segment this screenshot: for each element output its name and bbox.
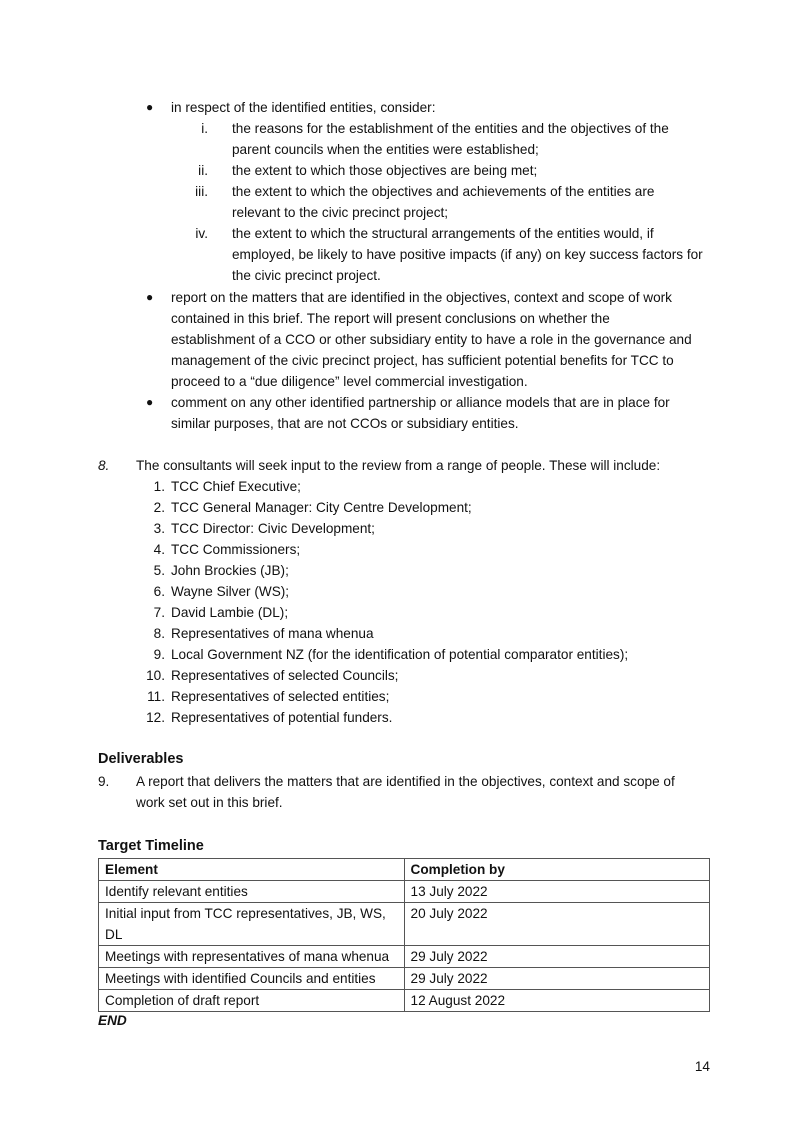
table-cell: Meetings with representatives of mana whenua: [99, 946, 405, 968]
bullet-text: in respect of the identified entities, consider:: [171, 100, 436, 115]
bullet-text: comment on any other identified partnership or alliance models that are in place for: [171, 395, 670, 410]
list-marker: 11.: [147, 689, 165, 704]
bullet-text: management of the civic precinct project, has sufficient potential benefits for TCC to: [171, 353, 674, 368]
deliverables-heading: Deliverables: [98, 751, 184, 767]
list-marker: 1.: [153, 479, 165, 494]
bullet-icon: ●: [146, 395, 154, 409]
table-row: [99, 903, 710, 946]
roman-marker: iii.: [195, 184, 208, 199]
paragraph-number: 9.: [98, 774, 110, 789]
list-item: Representatives of potential funders.: [171, 710, 393, 725]
list-marker: 8.: [153, 626, 165, 641]
bullet-text: proceed to a “due diligence” level commercial investigation.: [171, 374, 528, 389]
list-marker: 7.: [153, 605, 165, 620]
bullet-text: report on the matters that are identified in the objectives, context and scope of work: [171, 290, 672, 305]
column-header: Element: [99, 859, 405, 881]
table-row: [99, 881, 710, 903]
list-item: David Lambie (DL);: [171, 605, 289, 620]
table-row: [99, 968, 710, 990]
paragraph-number: 8.: [98, 458, 110, 473]
roman-item-text: parent councils when the entities were established;: [232, 142, 539, 157]
table-cell: Initial input from TCC representatives, JB, WS, DL: [99, 903, 405, 946]
roman-marker: i.: [201, 121, 208, 136]
list-item: TCC General Manager: City Centre Development;: [171, 500, 472, 515]
table-row: [99, 990, 710, 1012]
roman-marker: iv.: [195, 226, 208, 241]
list-item: Representatives of mana whenua: [171, 626, 374, 641]
bullet-icon: ●: [146, 290, 154, 304]
roman-item-text: the civic precinct project.: [232, 268, 381, 283]
list-item: TCC Director: Civic Development;: [171, 521, 375, 536]
roman-item-text: relevant to the civic precinct project;: [232, 205, 449, 220]
list-marker: 4.: [153, 542, 165, 557]
end-marker: END: [98, 1013, 127, 1028]
table-cell: 20 July 2022: [404, 903, 709, 946]
timeline-table: [98, 858, 710, 1012]
roman-item-text: the reasons for the establishment of the entities and the objectives of the: [232, 121, 669, 136]
list-marker: 3.: [153, 521, 165, 536]
table-cell: 29 July 2022: [404, 968, 709, 990]
table-row: [99, 946, 710, 968]
list-item: Local Government NZ (for the identification of potential comparator entities);: [171, 647, 629, 662]
bullet-text: similar purposes, that are not CCOs or subsidiary entities.: [171, 416, 519, 431]
list-item: TCC Commissioners;: [171, 542, 301, 557]
table-cell: 29 July 2022: [404, 946, 709, 968]
table-cell: 13 July 2022: [404, 881, 709, 903]
list-marker: 9.: [153, 647, 165, 662]
list-marker: 5.: [153, 563, 165, 578]
list-marker: 2.: [153, 500, 165, 515]
list-item: Representatives of selected Councils;: [171, 668, 399, 683]
roman-marker: ii.: [198, 163, 208, 178]
roman-item-text: the extent to which those objectives are being met;: [232, 163, 538, 178]
list-item: TCC Chief Executive;: [171, 479, 301, 494]
bullet-text: contained in this brief. The report will present conclusions on whether the: [171, 311, 610, 326]
table-cell: Meetings with identified Councils and entities: [99, 968, 405, 990]
list-marker: 12.: [146, 710, 165, 725]
timeline-heading: Target Timeline: [98, 838, 204, 854]
column-header: Completion by: [404, 859, 709, 881]
list-marker: 6.: [153, 584, 165, 599]
paragraph-text: work set out in this brief.: [136, 795, 283, 810]
list-item: John Brockies (JB);: [171, 563, 289, 578]
paragraph-text: The consultants will seek input to the review from a range of people. These will include:: [136, 458, 661, 473]
table-cell: Completion of draft report: [99, 990, 405, 1012]
roman-item-text: employed, be likely to have positive impacts (if any) on key success factors for: [232, 247, 703, 262]
table-cell: Identify relevant entities: [99, 881, 405, 903]
paragraph-text: A report that delivers the matters that are identified in the objectives, context and scope of: [136, 774, 675, 789]
bullet-text: establishment of a CCO or other subsidiary entity to have a role in the governance and: [171, 332, 692, 347]
bullet-icon: ●: [146, 100, 154, 114]
list-item: Wayne Silver (WS);: [171, 584, 290, 599]
table-header-row: [99, 859, 710, 881]
roman-item-text: the extent to which the objectives and achievements of the entities are: [232, 184, 655, 199]
list-marker: 10.: [146, 668, 165, 683]
list-item: Representatives of selected entities;: [171, 689, 390, 704]
table-cell: 12 August 2022: [404, 990, 709, 1012]
page-number: 14: [694, 1059, 710, 1074]
roman-item-text: the extent to which the structural arrangements of the entities would, if: [232, 226, 654, 241]
